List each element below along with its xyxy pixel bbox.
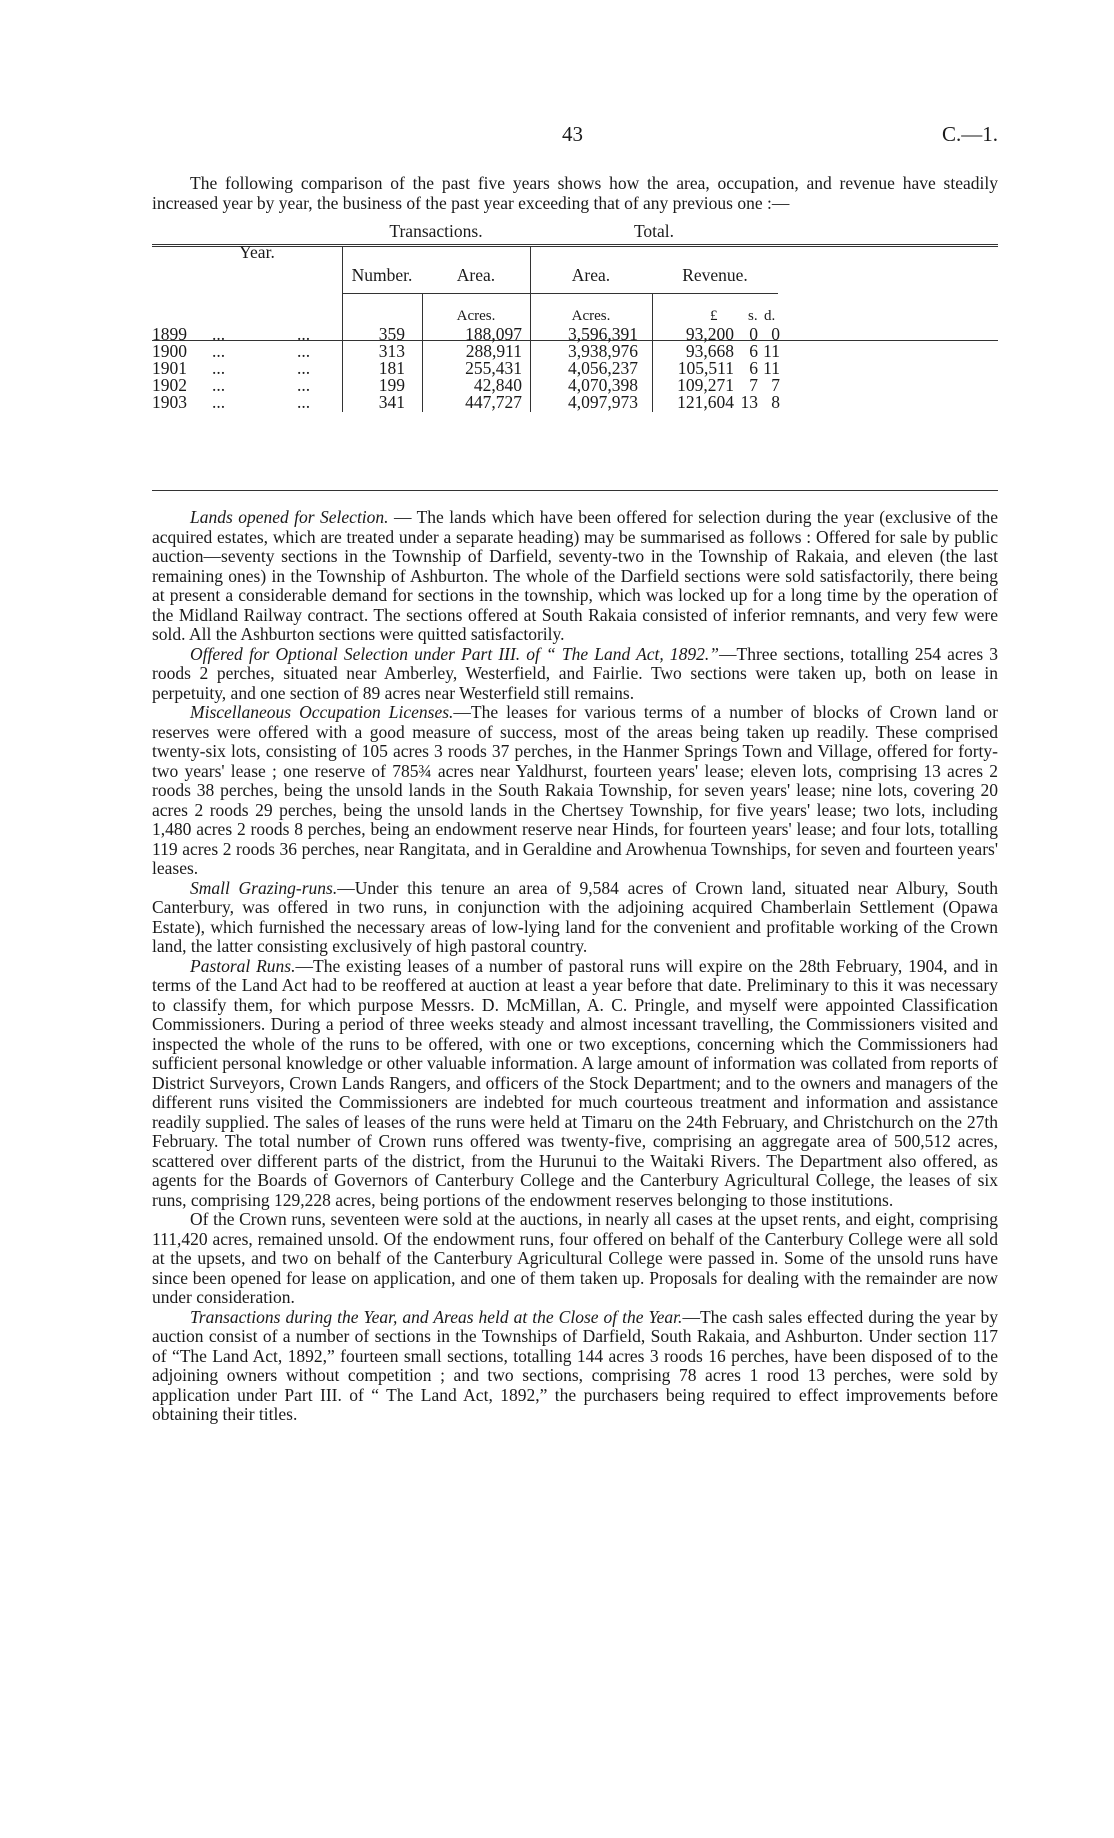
cell-number: 181 [378,358,405,378]
leader-dots: ... [297,341,311,361]
leader-dots: ... [297,324,311,344]
unit-shillings: s. [748,308,758,324]
unit-pence: d. [764,308,776,324]
header-number: Number. [351,265,413,285]
leader-dots: ... [212,358,226,378]
cell-pence: 7 [771,375,780,395]
document-reference: C.—1. [941,122,998,146]
cell-pounds: 121,604 [677,392,734,412]
cell-shillings: 0 [749,324,758,344]
paragraph-text: — The lands which have been offered for selection during the year (exclusive of the acquired estates, which are treated under a separate heading) may be summarised as follows : Offered for sale by public auction—seventy sections in the Township of Darfield, seventy-two in the Township of Rakaia, and eleven (the last remaining ones) in the Township of Ashburton. The whole of the Darfield sections were sold satisfactorily, there being at present a considerable demand for sections in the township, which was locked up for a long time by the operation of the Midland Railway contract. The sections offered at South Rakaia consisted of inferior remnants, and very few were sold. All the Ashburton sections were quitted satisfactorily. [152,507,999,644]
body-paragraph [152,645,998,704]
cell-year: 1899 [152,324,187,344]
cell-total-area: 4,097,973 [568,392,638,412]
header-divider-rule [342,293,778,294]
cell-year: 1902 [152,375,187,395]
cell-number: 359 [378,324,405,344]
comparison-table [152,221,998,492]
cell-total-area: 4,070,398 [568,375,638,395]
paragraph-heading: Transactions during the Year, and Areas held at the Close of the Year. [190,1306,683,1327]
cell-shillings: 7 [749,375,758,395]
header-transactions: Transactions. [389,221,483,241]
unit-acres-total: Acres. [571,308,611,324]
cell-pence: 0 [771,324,780,344]
table-bottom-rule [152,490,998,491]
cell-year: 1900 [152,341,187,361]
cell-number: 341 [378,392,405,412]
header-revenue: Revenue. [682,265,748,285]
paragraph-heading: Offered for Optional Selection under Part III. of “ The Land Act, 1892.” [190,643,720,664]
paragraph-heading: Pastoral Runs. [190,955,296,976]
paragraph-text: —Three sections, totalling 254 acres 3 roods 2 perches, situated near Amberley, Westerfield, and Fairlie. Two sections were taken up, both on lease in perpetuity, and one section of 89 acres near Westerfield still remains. [152,643,999,703]
cell-pounds: 109,271 [677,375,734,395]
paragraph-text: —Under this tenure an area of 9,584 acres of Crown land, situated near Albury, South Canterbury, was offered in two runs, in conjunction with the adjoining acquired Chamberlain Settlement (Opawa Estate), which furnished the necessary areas of low-lying land for the convenient and profitable working of the Crown land, the latter consisting exclusively of high pastoral country. [152,877,998,956]
cell-number: 199 [378,375,405,395]
body-text [152,508,998,1425]
cell-total-area: 4,056,237 [568,358,638,378]
body-paragraph [152,703,998,879]
page-number: 43 [562,122,583,146]
leader-dots: ... [297,358,311,378]
cell-pence: 11 [763,358,780,378]
cell-pounds: 93,200 [685,324,734,344]
body-paragraph [152,957,998,1211]
header-total: Total. [633,221,675,241]
cell-shillings: 6 [749,341,758,361]
paragraph-heading: Lands opened for Selection. [190,507,389,527]
page-header [152,122,998,152]
body-paragraph [152,508,998,645]
unit-pounds: £ [710,308,718,324]
header-area: Area. [456,265,496,285]
cell-area: 42,840 [473,375,522,395]
unit-acres: Acres. [456,308,496,324]
leader-dots: ... [297,375,311,395]
header-total-area: Area. [571,265,611,285]
header-year: Year. [239,242,275,262]
paragraph-heading: Small Grazing-runs. [190,877,338,898]
body-paragraph [152,1210,998,1308]
body-paragraph [152,1308,998,1425]
cell-pounds: 93,668 [685,341,734,361]
cell-pence: 11 [763,341,780,361]
paragraph-text: —The cash sales effected during the year by auction consist of a number of sections in the Townships of Darfield, South Rakaia, and Ashburton. Under section 117 of “The Land Act, 1892,” fourteen small sections, totalling 144 acres 3 roods 16 perches, have been disposed of to the adjoining owners without competition ; and two sections, comprising 78 acres 1 rood 13 perches, were sold by application under Part III. of “ The Land Act, 1892,” the purchasers being required to effect improvements before obtaining their titles. [152,1306,998,1424]
cell-number: 313 [378,341,405,361]
leader-dots: ... [212,392,226,412]
cell-area: 255,431 [465,358,522,378]
paragraph-text: Of the Crown runs, seventeen were sold at the auctions, in nearly all cases at the upset rents, and eight, comprising 111,420 acres, remained unsold. Of the endowment runs, four offered on behalf of the Canterbury College were all sold at the upsets, and two on behalf of the Canterbury Agricultural College were passed in. Some of the unsold runs have since been opened for lease on application, and one of them taken up. Proposals for dealing with the remainder are now under consideration. [152,1209,998,1307]
leader-dots: ... [212,375,226,395]
cell-year: 1901 [152,358,187,378]
leader-dots: ... [297,392,311,412]
cell-shillings: 13 [740,392,758,412]
cell-pence: 8 [771,392,780,412]
cell-total-area: 3,596,391 [568,324,638,344]
paragraph-text: —The leases for various terms of a number of blocks of Crown land or reserves were offered with a good measure of success, most of the areas being taken up readily. These comprised twenty-six lots, consisting of 105 acres 3 roods 37 perches, in the Hanmer Springs Town and Village, offered for forty-two years' lease ; one reserve of 785¾ acres near Yaldhurst, fourteen years' lease; eleven lots, comprising 13 acres 2 roods 38 perches, being the unsold lands in the South Rakaia Township, for seven years' lease; nine lots, covering 20 acres 2 roods 29 perches, being the unsold lands in the Chertsey Township, for five years' lease; two lots, including 1,480 acres 2 roods 8 perches, being an endowment reserve near Hinds, for fourteen years' lease; and four lots, totalling 119 acres 2 roods 36 perches, near Rangitata, and in Geraldine and Arowhenua Townships, for seven and fourteen years' leases. [152,702,998,878]
paragraph-text: —The existing leases of a number of pastoral runs will expire on the 28th February, 1904, and in terms of the Land Act had to be reoffered at auction at least a year before that date. Preliminary to this it was necessary to classify them, for which purpose Messrs. D. McMillan, A. C. Pringle, and myself were appointed Classification Commissioners. During a period of three weeks steady and almost incessant travelling, the Commissioners visited and inspected the whole of the runs to be offered, with one or two exceptions, concerning which the Commissioners had sufficient personal knowledge or other valuable information. A large amount of information was collated from reports of District Surveyors, Crown Lands Rangers, and officers of the Stock Department; and to the owners and managers of the different runs visited the Commissioners are indebted for much courteous treatment and information and assistance readily supplied. The sales of leases of the runs were held at Timaru on the 24th February, and Christchurch on the 27th February. The total number of Crown runs offered was twenty-five, comprising an aggregate area of 500,512 acres, scattered over different parts of the district, from the Hurunui to the Waitaki Rivers. The Department also offered, as agents for the Boards of Governors of Canterbury College and the Canterbury Agricultural College, the leases of six runs, comprising 129,228 acres, being portions of the endowment reserves belonging to those institutions. [152,955,998,1210]
cell-pounds: 105,511 [677,358,734,378]
leader-dots: ... [212,324,226,344]
cell-area: 188,097 [465,324,522,344]
cell-area: 288,911 [465,341,522,361]
body-paragraph [152,879,998,957]
cell-year: 1903 [152,392,187,412]
cell-total-area: 3,938,976 [568,341,638,361]
cell-area: 447,727 [465,392,522,412]
paragraph-heading: Miscellaneous Occupation Licenses. [190,702,454,722]
cell-shillings: 6 [749,358,758,378]
leader-dots: ... [212,341,226,361]
intro-paragraph: The following comparison of the past five years shows how the area, occupation, and revenue have steadily increased year by year, the business of the past year exceeding that of any previous one :— [152,173,998,213]
